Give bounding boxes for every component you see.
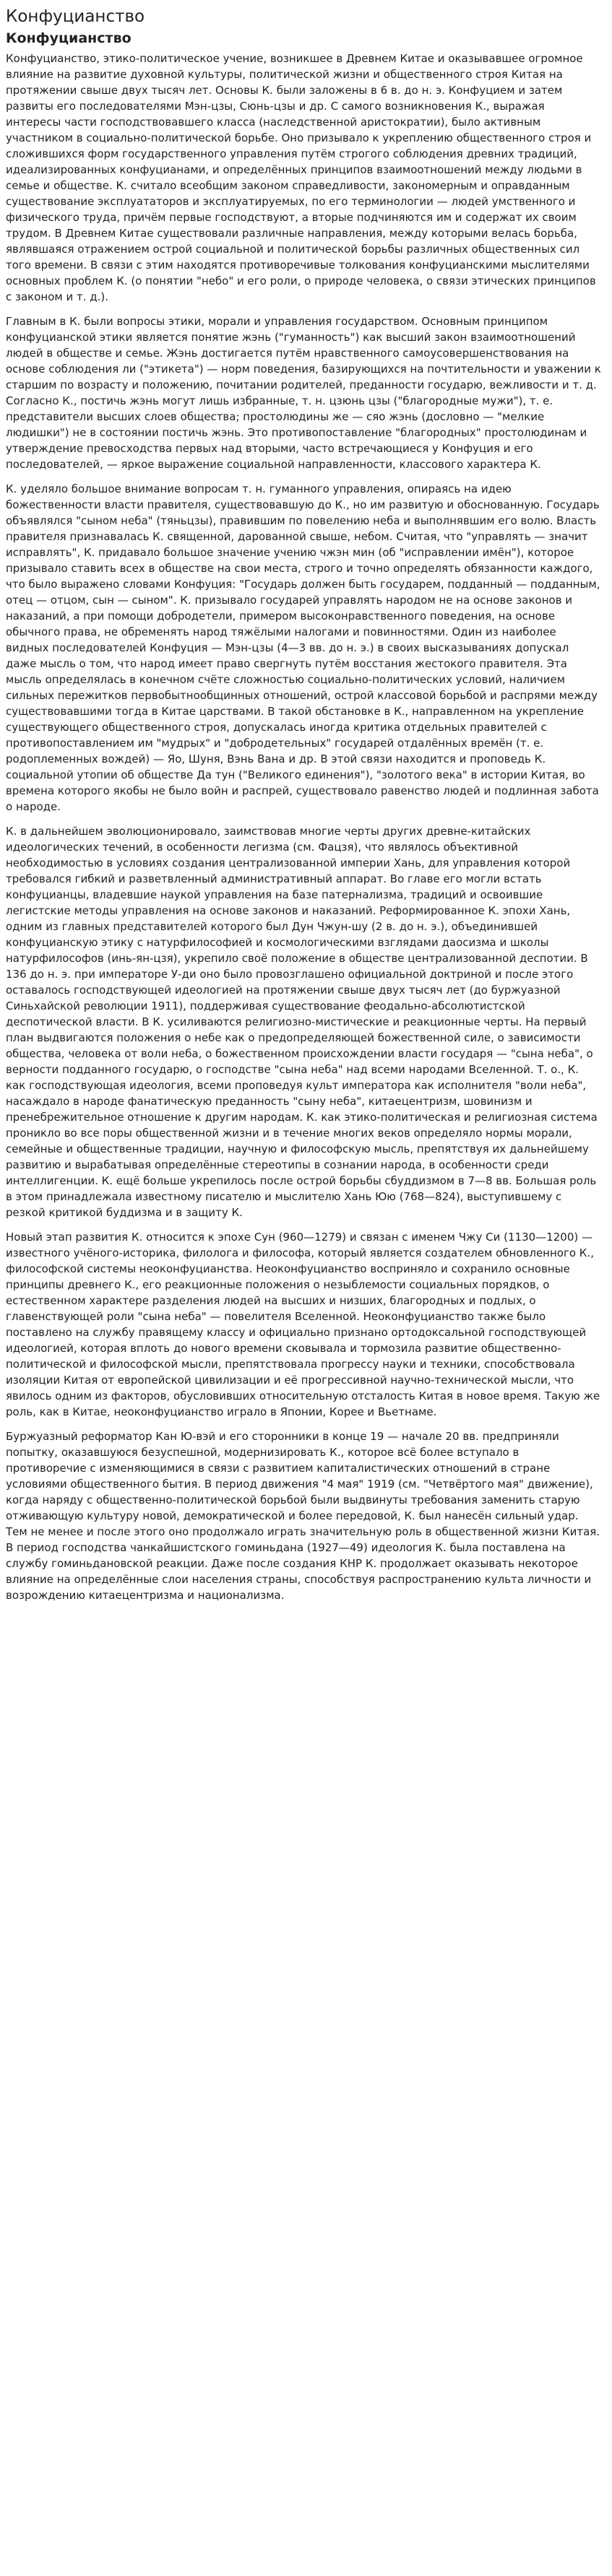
paragraph-ethics: Главным в К. были вопросы этики, морали и управления государством. Основным принципом конфуцианской этики является понятие жэнь ("гуманность") как высший закон взаимоотношений людей в обществе и семье. Жэнь достигается путём нравственного самоусовершенствования на основе соблюдения ли ("этикета") — норм поведения, базирующихся на почтительности и уважении к старшим по возрасту и положению, почитании родителей, преданности государю, вежливости и т. д. Согласно К., постичь жэнь могут лишь избранные, т. н. цзюнь цзы ("благородные мужи"), т. е. представители высших слоев общества; простолюдины же — сяо жэнь (дословно — "мелкие людишки") не в состоянии постичь жэнь. Это противопоставление "благородных" простолюдинам и утверждение превосходства первых над вторыми, часто встречающиеся у Конфуция и его последователей, — яркое выражение социальной направленности, классового характера К. <box>6 315 601 471</box>
paragraph-evolution: К. в дальнейшем эволюционировало, заимствовав многие черты других древне-китайских идеологических течений, в особенности легизма (см. Фацзя), что являлось объективной необходимостью в условиях создания централизованной империи Хань, для управления которой требовался гибкий и разветвленный административный аппарат. Во главе его могли встать конфуцианцы, владевшие наукой управления на базе патернализма, традиций и освоившие легистские методы управления на основе законов и наказаний. Реформированное К. эпохи Хань, одним из главных представителей которого был Дун Чжун-шу (2 в. до н. э.), объединившей конфуцианскую этику с натурфилософией и космологическими взглядами даосизма и школы натурфилософов (инь-ян-цзя), укрепило своё положение в обществе централизованной деспотии. В 136 до н. э. при императоре У-ди оно было провозглашено официальной доктриной и после этого оставалось господствующей идеологией на протяжении свыше двух тысяч лет (до буржуазной Синьхайской революции 1911), поддерживая существование феодально-абсолютистской деспотической власти. В К. усиливаются религиозно-мистические и реакционные черты. На первый план выдвигаются положения о небе как о предопределяющей божественной силе, о зависимости общества, человека от воли неба, о божественном происхождении власти государя — "сына неба", о верности подданного государю, о господстве "сына неба" над всеми народами Вселенной. Т. о., К. как господствующая идеология, всеми проповедуя культ императора как исполнителя "воли неба", насаждало в народе фанатическую преданность "сыну неба", китаецентризм, шовинизм и пренебрежительное отношение к другим народам. К. как этико-политическая и религиозная система проникло во все поры общественной жизни и в течение многих веков определяло нормы морали, семейные и общественные традиции, научную и философскую мысль, препятствуя их дальнейшему развитию и вырабатывая определённые стереотипы в сознании народа, в особенности среди интеллигенции. К. ещё больше укрепилось после острой борьбы сбуддизмом в 7—8 вв. Большая роль в этом принадлежала известному писателю и мыслителю Хань Юю (768—824), выступившему с резкой критикой буддизма и в защиту К. <box>6 825 598 1219</box>
document-title: Конфуцианство <box>6 7 145 26</box>
paragraph-intro: Конфуцианство, этико-политическое учение, возникшее в Древнем Китае и оказывавшее огромное влияние на развитие духовной культуры, политической жизни и общественного строя Китая на протяжении свыше двух тысяч лет. Основы К. были заложены в 6 в. до н. э. Конфуцием и затем развиты его последователями Мэн-цзы, Сюнь-цзы и др. С самого возникновения К., выражая интересы части господствовавшего класса (наследственной аристократии), было активным участником в социально-политической борьбе. Оно призывало к укреплению общественного строя и сложившихся форм государственного управления путём строгого соблюдения древних традиций, идеализированных конфуцианами, и определённых принципов взаимоотношений между людьми в семье и обществе. К. считало всеобщим законом справедливости, закономерным и оправданным существование эксплуататоров и эксплуатируемых, по его терминологии — людей умственного и физического труда, причём первые господствуют, а вторые подчиняются им и содержат их своим трудом. В Древнем Китае существовали различные направления, между которыми велась борьба, являвшаяся отражением острой социальной и политической борьбы различных общественных сил того времени. В связи с этим находятся противоречивые толкования конфуцианскими мыслителями основных проблем К. (о понятии "небо" и его роли, о природе человека, о связи этических принципов с законом и т. д.). <box>6 52 596 303</box>
article-body <box>6 51 601 1603</box>
paragraph-governance: К. уделяло большое внимание вопросам т. н. гуманного управления, опираясь на идею божественности власти правителя, существовавшую до К., но им развитую и обоснованную. Государь объявлялся "сыном неба" (тяньцзы), правившим по повелению неба и выполнявшим его волю. Власть правителя признавалась К. священной, дарованной свыше, небом. Считая, что "управлять — значит исправлять", К. придавало большое значение учению чжэн мин (об "исправлении имён"), которое призывало ставить всех в обществе на свои места, строго и точно определять обязанности каждого, что было выражено словами Конфуция: "Государь должен быть государем, подданный — подданным, отец — отцом, сын — сыном". К. призывало государей управлять народом не на основе законов и наказаний, а при помощи добродетели, примером высоконравственного поведения, на основе обычного права, не обременять народ тяжёлыми налогами и повинностями. Один из наиболее видных последователей Конфуция — Мэн-цзы (4—3 вв. до н. э.) в своих высказываниях допускал даже мысль о том, что народ имеет право свергнуть путём восстания жестокого правителя. Эта мысль определялась в конечном счёте сложностью социально-политических условий, наличием сильных пережитков первобытнообщинных отношений, острой классовой борьбой и распрями между существовавшими тогда в Китае царствами. В такой обстановке в К., направленном на укрепление существующего общественного строя, допускалась иногда критика отдельных правителей с противопоставлением им "мудрых" и "добродетельных" государей отдалённых времён (т. е. родоплеменных вождей) — Яо, Шуня, Вэнь Вана и др. В этой связи находится и проповедь К. социальной утопии об обществе Да тун ("Великого единения"), "золотого века" в истории Китая, во времена которого якобы не было войн и распрей, существовало равенство людей и подлинная забота о народе. <box>6 482 600 813</box>
paragraph-neo-confucianism: Новый этап развития К. относится к эпохе Сун (960—1279) и связан с именем Чжу Си (1130—1200) — известного учёного-историка, филолога и философа, который является создателем обновленного К., философской системы неоконфуцианства. Неоконфуцианство восприняло и сохранило основные принципы древнего К., его реакционные положения о незыблемости социальных порядков, о естественном характере разделения людей на высших и низших, благородных и подлых, о главенствующей роли "сына неба" — повелителя Вселенной. Неоконфуцианство также было поставлено на службу правящему классу и официально признано ортодоксальной господствующей идеологией, которая вплоть до нового времени сковывала и тормозила развитие общественно-политической и философской мысли, препятствовала прогрессу науки и техники, способствовала изоляции Китая от европейской цивилизации и её прогрессивной научно-технической мысли, что явилось одним из факторов, обусловивших относительную отсталость Китая в новое время. Такую же роль, как в Китае, неоконфуцианство играло в Японии, Корее и Вьетнаме. <box>6 1231 600 1418</box>
article-heading: Конфуцианство <box>6 30 132 46</box>
paragraph-modern-era: Буржуазный реформатор Кан Ю-вэй и его сторонники в конце 19 — начале 20 вв. предприняли попытку, оказавшуюся безуспешной, модернизировать К., которое всё более вступало в противоречие с изменяющимися в связи с развитием капиталистических отношений в стране условиями общественного бытия. В период движения "4 мая" 1919 (см. "Четвёртого мая" движение), когда наряду с общественно-политической борьбой были выдвинуты требования заменить старую отживающую культуру новой, демократической и более передовой, К. был нанесён сильный удар. Тем не менее и после этого оно продолжало играть значительную роль в общественной жизни Китая. В период господства чанкайшистского гоминьдана (1927—49) идеология К. была поставлена на службу гоминьдановской реакции. Даже после создания КНР К. продолжает оказывать некоторое влияние на определённые слои населения страны, способствуя распространению культа личности и возрождению китаецентризма и национализма. <box>6 1430 600 1602</box>
